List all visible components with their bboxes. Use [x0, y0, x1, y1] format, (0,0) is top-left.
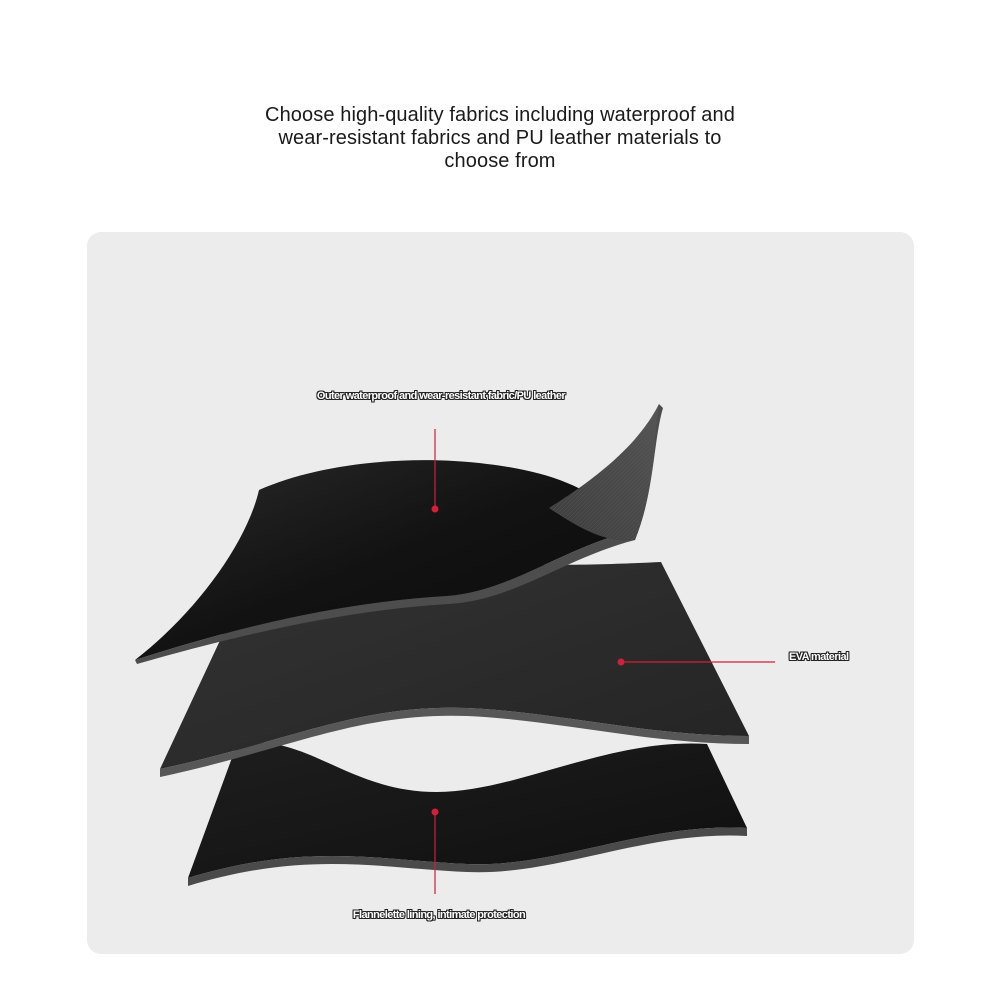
headline-line-2: wear-resistant fabrics and PU leather materials to [278, 127, 722, 149]
material-layers-illustration [87, 232, 914, 954]
material-layers-panel [87, 232, 914, 954]
callout-eva-label: EVA material [789, 651, 849, 663]
callout-outer-label: Outer waterproof and wear-resistant fabric/PU leather [316, 390, 566, 402]
headline [200, 104, 800, 173]
callout-outer-dot [432, 506, 439, 513]
headline-line-3: choose from [444, 150, 556, 172]
callout-lining-label: Flannelette lining, intimate protection [352, 909, 526, 921]
lining-layer [188, 742, 747, 886]
headline-line-1: Choose high-quality fabrics including waterproof and [265, 104, 735, 126]
